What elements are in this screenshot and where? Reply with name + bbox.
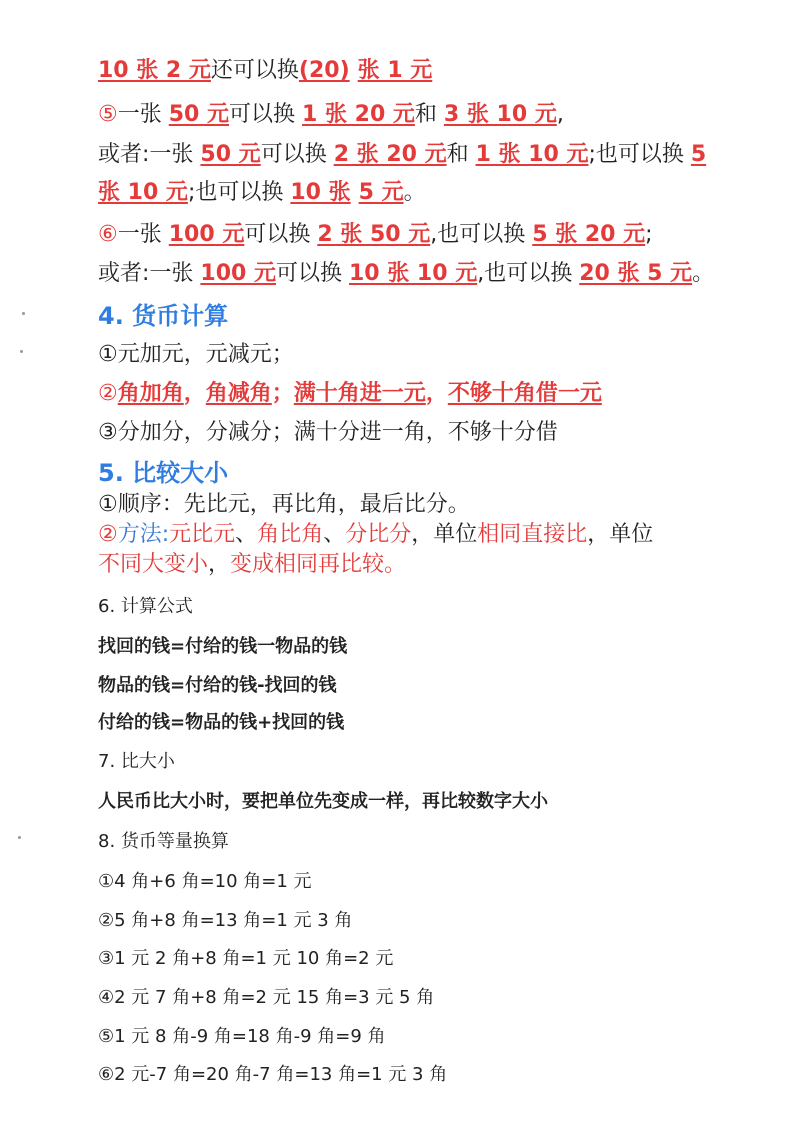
item-number: ② — [98, 522, 118, 547]
conversion-item: ①4 角+6 角=10 角=1 元 — [98, 871, 312, 892]
conversion-item: ⑥2 元-7 角=20 角-7 角=13 角=1 元 3 角 — [98, 1064, 448, 1085]
punctuation: ； — [271, 381, 294, 406]
highlight-text: 不同大变小 — [98, 552, 209, 577]
conversion-item: ②5 角+8 角=13 角=1 元 3 角 — [98, 910, 353, 931]
rule-item-continuation — [98, 550, 406, 580]
body-text: 可以换 — [229, 102, 303, 127]
highlight-text: 角减角 — [205, 381, 272, 406]
punctuation: ， — [183, 381, 206, 406]
answer-text: 5 张 20 元 — [532, 222, 646, 247]
body-text: 可以换 — [276, 261, 349, 286]
body-text: ，单位 — [411, 522, 478, 547]
body-text: ，单位 — [587, 522, 654, 547]
section-heading-small: 6. 计算公式 — [98, 596, 193, 617]
body-text: ,也可以换 — [430, 222, 533, 247]
answer-text: 10 张 2 元 — [98, 58, 211, 83]
exchange-line-1 — [98, 56, 432, 86]
exchange-line-2 — [98, 100, 564, 130]
answer-text: 3 张 10 元 — [443, 102, 557, 127]
formula: 物品的钱=付给的钱-找回的钱 — [98, 675, 337, 696]
conversion-item: ⑤1 元 8 角-9 角=18 角-9 角=9 角 — [98, 1026, 386, 1047]
highlight-text: 变成相同再比较。 — [230, 552, 407, 577]
highlight-text: 不够十角借一元 — [447, 381, 602, 406]
exchange-line-3 — [98, 140, 706, 170]
body-text: 或者:一张 — [98, 142, 201, 167]
answer-text: 5 元 — [358, 180, 404, 205]
rule-item — [98, 379, 602, 409]
answer-text: 10 张 — [290, 180, 351, 205]
highlight-text: 满十角进一元 — [293, 381, 426, 406]
body-text: 可以换 — [260, 142, 334, 167]
answer-text: 5 — [690, 142, 707, 167]
punctuation: 、 — [235, 522, 258, 547]
rule-text: 人民币比大小时，要把单位先变成一样，再比较数字大小 — [98, 791, 548, 812]
formula: 付给的钱=物品的钱+找回的钱 — [98, 712, 345, 733]
highlight-text: 元比元 — [169, 522, 236, 547]
punctuation: ， — [425, 381, 448, 406]
item-number: ⑤ — [98, 102, 118, 127]
rule-item — [98, 520, 653, 550]
section-heading-small: 7. 比大小 — [98, 751, 175, 772]
answer-text: 50 元 — [168, 102, 230, 127]
item-number: ② — [98, 381, 118, 406]
conversion-item: ④2 元 7 角+8 角=2 元 15 角=3 元 5 角 — [98, 987, 435, 1008]
answer-text: 100 元 — [200, 261, 276, 286]
answer-text: 2 张 50 元 — [317, 222, 431, 247]
section-heading-small: 8. 货币等量换算 — [98, 831, 229, 852]
label-text: 方法: — [117, 522, 170, 547]
body-text: , — [556, 102, 564, 127]
formula: 找回的钱=付给的钱一物品的钱 — [98, 636, 348, 657]
body-text: 可以换 — [244, 222, 318, 247]
punctuation: 、 — [323, 522, 346, 547]
body-text: 和 — [414, 102, 444, 127]
rule-item: ①顺序：先比元，再比角，最后比分。 — [98, 492, 470, 517]
answer-text: 1 张 20 元 — [302, 102, 415, 127]
body-text: ,也可以换 — [477, 261, 580, 286]
rule-item: ③分加分，分减分；满十分进一角，不够十分借 — [98, 420, 558, 445]
highlight-text: 相同直接比 — [477, 522, 588, 547]
section-heading: 4. 货币计算 — [98, 302, 229, 330]
body-text: ;也可以换 — [187, 180, 291, 205]
body-text: 或者:一张 — [98, 261, 201, 286]
scan-speck — [20, 350, 23, 353]
body-text: ;也可以换 — [588, 142, 691, 167]
body-text: 一张 — [117, 102, 169, 127]
answer-text: 张 1 元 — [357, 58, 433, 83]
highlight-text: 分比分 — [345, 522, 412, 547]
answer-text: 张 10 元 — [98, 180, 188, 205]
body-text: 还可以换 — [210, 58, 299, 83]
highlight-text: 角比角 — [257, 522, 324, 547]
body-text: 。 — [403, 180, 426, 205]
item-number: ⑥ — [98, 222, 118, 247]
answer-text: 20 张 5 元 — [579, 261, 693, 286]
conversion-item: ③1 元 2 角+8 角=1 元 10 角=2 元 — [98, 948, 394, 969]
rule-item: ①元加元，元减元； — [98, 342, 294, 367]
punctuation: ， — [208, 552, 231, 577]
body-text: 和 — [446, 142, 476, 167]
exchange-line-4 — [98, 178, 426, 208]
section-heading: 5. 比较大小 — [98, 459, 229, 487]
exchange-line-5 — [98, 220, 653, 250]
answer-text: 50 元 — [200, 142, 261, 167]
answer-text: 1 张 10 元 — [475, 142, 589, 167]
answer-text: 10 张 10 元 — [349, 261, 478, 286]
answer-text: (20) — [298, 58, 350, 83]
scan-speck — [18, 836, 21, 839]
highlight-text: 角加角 — [117, 381, 184, 406]
body-text: 。 — [692, 261, 715, 286]
body-text: 一张 — [117, 222, 169, 247]
answer-text: 2 张 20 元 — [333, 142, 447, 167]
scan-speck — [22, 312, 25, 315]
exchange-line-6 — [98, 259, 714, 289]
answer-text: 100 元 — [168, 222, 245, 247]
body-text: ; — [645, 222, 653, 247]
